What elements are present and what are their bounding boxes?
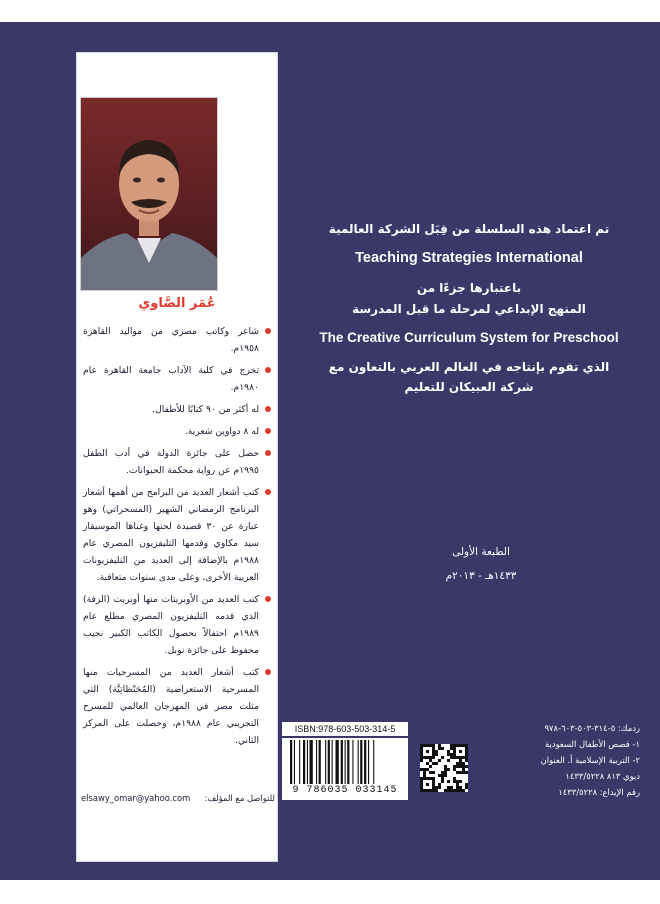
bullet-dot-icon — [265, 596, 271, 602]
bullet-dot-icon — [265, 406, 271, 412]
catalog-line: ردمك: ٥-٣١٤-٥٠٣-٦٠٣-٩٧٨ — [544, 723, 640, 733]
author-portrait-image — [81, 98, 217, 290]
bio-item: كتب أشعار العديد من المسرحيات منها المسرحية الاستعراضية (المُحَبْظاتِيَّة) التي مثلت مصر في المهرجان العالمي للمسرح التجريبي عام ١٩٨٨م، وحصلت على المركز الثاني. — [83, 664, 271, 749]
contact-label: للتواصل مع المؤلف: — [204, 793, 275, 803]
bio-item: له أكثر من ٩٠ كتابًا للأطفال. — [83, 401, 271, 418]
author-contact — [81, 793, 275, 803]
bio-item: تخرج في كلية الآداب جامعة القاهرة عام ١٩٨٠م. — [83, 362, 271, 396]
edition-label: الطبعة الأولى — [452, 546, 510, 558]
qr-code-icon — [420, 744, 468, 792]
catalog-line: رقم الإيداع: ١٤٣٣/٥٢٢٨ — [558, 787, 640, 797]
catalog-line: ١- قصص الأطفال السعودية — [545, 739, 640, 749]
approval-line: تم اعتماد هذه السلسلة من قِبَل الشركة العالمية — [328, 222, 610, 236]
qr-pattern — [420, 744, 468, 792]
author-name: عُمَر الصَّاوي — [138, 296, 216, 311]
catalog-info — [480, 720, 640, 800]
bullet-dot-icon — [265, 450, 271, 456]
curriculum-english: The Creative Curriculum System for Preschool — [319, 330, 619, 345]
barcode-digits: 9 786035 033145 — [292, 785, 398, 796]
curriculum-arabic: المنهج الإبداعي لمرحلة ما قبل المدرسة — [352, 302, 586, 316]
publisher-line: شركة العبيكان للتعليم — [404, 380, 534, 394]
author-bio-list — [83, 323, 271, 754]
catalog-line: ٢- التربية الإسلامية أ. العنوان — [540, 755, 640, 765]
barcode — [282, 738, 408, 800]
bio-item: كتب أشعار العديد من البرامج من أهمها أشعار البرنامج الرمضاني الشهير (المسحراتي) وهو عبارة عن ٣٠ قصيدة لحنها وغناها الموسيقار سيد مكاوي وقدمها التليفزيون المصري عام ١٩٨٨م بالإضافة إلى العديد من التليفزيونات العربية الأخرى، وعلى مدى سنوات متعاقبة. — [83, 484, 271, 586]
bio-item: حصل على جائزة الدولة في أدب الطفل ١٩٩٥م عن رواية محكمة الحيوانات. — [83, 445, 271, 479]
author-photo — [80, 97, 218, 291]
isbn-label: ISBN:978-603-503-314-5 — [282, 722, 408, 736]
bio-item: له ٨ دواوين شعرية. — [83, 423, 271, 440]
bullet-dot-icon — [265, 428, 271, 434]
bio-item: كتب العديد من الأوبريتات منها أوبريت (الزفة) الذي قدمه التليفزيون المصري مطلع عام ١٩٨٩م احتفالاً بحصول الكاتب الكبير نجيب محفوظ على جائزة نوبل. — [83, 591, 271, 659]
catalog-line: ديوي ٨١٣ ١٤٣٣/٥٢٢٨ — [565, 771, 640, 781]
part-of-line: باعتبارها جزءًا من — [416, 281, 522, 295]
org-name: Teaching Strategies International — [355, 250, 583, 266]
author-email-link[interactable]: elsawy_omar@yahoo.com — [81, 793, 191, 803]
bullet-dot-icon — [265, 489, 271, 495]
bio-item: شاعر وكاتب مصري من مواليد القاهرة ١٩٥٨م. — [83, 323, 271, 357]
bullet-dot-icon — [265, 367, 271, 373]
production-line: الذي تقوم بإنتاجه في العالم العربي بالتعاون مع — [328, 360, 610, 374]
bullet-dot-icon — [265, 328, 271, 334]
author-panel — [76, 52, 278, 862]
barcode-bars-icon — [288, 740, 402, 784]
bullet-dot-icon — [265, 669, 271, 675]
edition-date: ١٤٣٣هـ - ٢٠١٣م — [445, 570, 517, 582]
